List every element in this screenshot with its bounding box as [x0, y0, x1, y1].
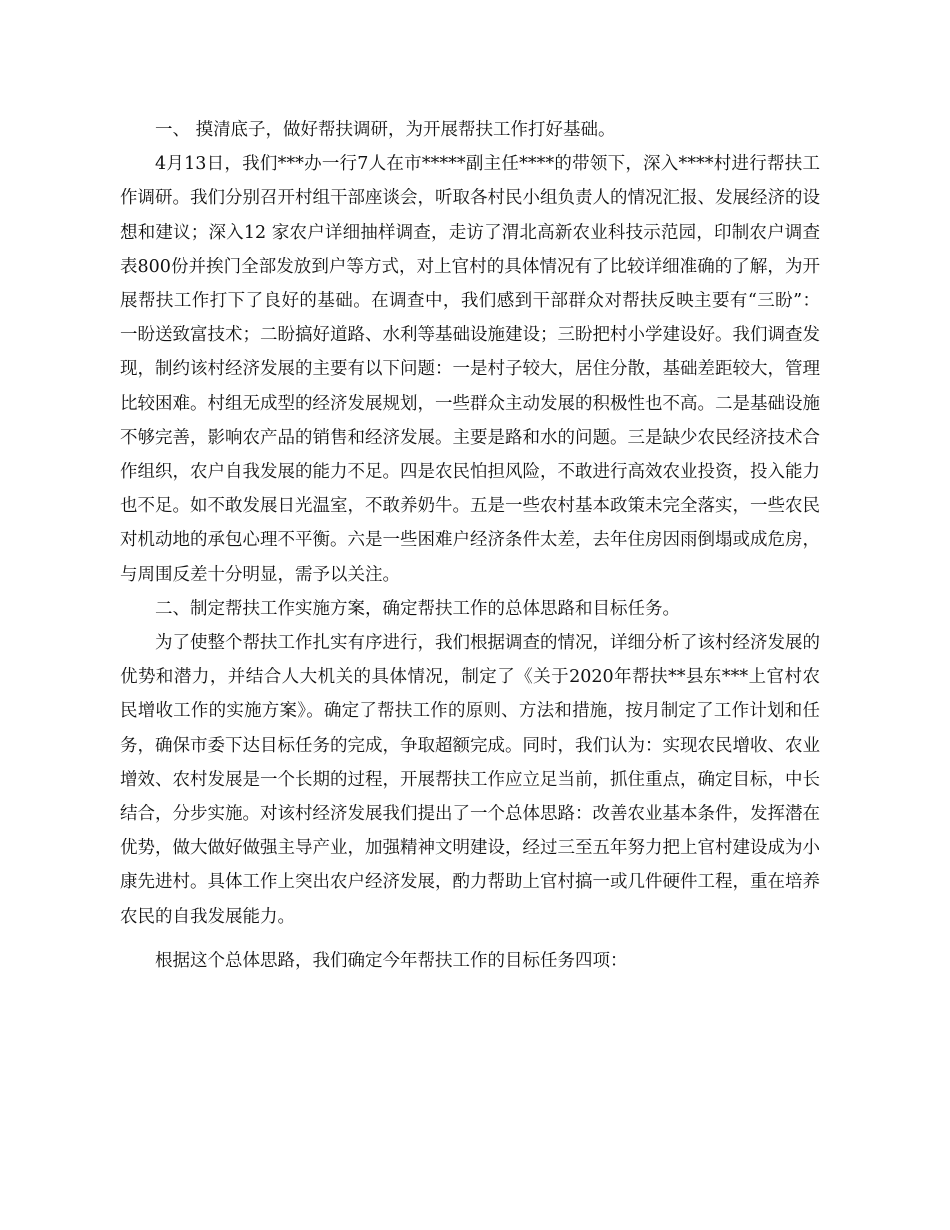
- document-body: [120, 113, 820, 978]
- paragraph-research: 4月13日，我们***办一行7人在市*****副主任****的带领下，深入****村进行帮扶工作调研。我们分别召开村组干部座谈会，听取各村民小组负责人的情况汇报、发展经济的设想和建议；深入12 家农户详细抽样调查，走访了渭北高新农业科技示范园，印制农户调查表800份并挨门全部发放到户等方式，对上官村的具体情况有了比较详细准确的了解，为开展帮扶工作打下了良好的基础。在调查中，我们感到干部群众对帮扶反映主要有“三盼”：一盼送致富技术；二盼搞好道路、水利等基础设施建设；三盼把村小学建设好。我们调查发现，制约该村经济发展的主要有以下问题：一是村子较大，居住分散，基础差距较大，管理比较困难。村组无成型的经济发展规划，一些群众主动发展的积极性也不高。二是基础设施不够完善，影响农产品的销售和经济发展。主要是路和水的问题。三是缺少农民经济技术合作组织，农户自我发展的能力不足。四是农民怕担风险，不敢进行高效农业投资，投入能力也不足。如不敢发展日光温室，不敢养奶牛。五是一些农村基本政策未完全落实，一些农民对机动地的承包心理不平衡。六是一些困难户经济条件太差，去年住房因雨倒塌或成危房，与周围反差十分明显，需予以关注。: [120, 154, 820, 585]
- section-heading-2: 二、制定帮扶工作实施方案，确定帮扶工作的总体思路和目标任务。: [155, 598, 680, 619]
- section-heading-1: 一、 摸清底子，做好帮扶调研，为开展帮扶工作打好基础。: [155, 120, 616, 140]
- paragraph-plan: 为了使整个帮扶工作扎实有序进行，我们根据调查的情况，详细分析了该村经济发展的优势和潜力，并结合人大机关的具体情况，制定了《关于2020年帮扶**县东***上官村农民增收工作的实施方案》。确定了帮扶工作的原则、方法和措施，按月制定了工作计划和任务，确保市委下达目标任务的完成，争取超额完成。同时，我们认为：实现农民增收、农业增效、农村发展是一个长期的过程，开展帮扶工作应立足当前，抓住重点，确定目标，中长结合，分步实施。对该村经济发展我们提出了一个总体思路：改善农业基本条件，发挥潜在优势，做大做好做强主导产业，加强精神文明建设，经过三至五年努力把上官村建设成为小康先进村。具体工作上突出农户经济发展，酌力帮助上官村搞一或几件硬件工程，重在培养农民的自我发展能力。: [120, 633, 820, 927]
- paragraph-targets: 根据这个总体思路，我们确定今年帮扶工作的目标任务四项：: [155, 950, 628, 971]
